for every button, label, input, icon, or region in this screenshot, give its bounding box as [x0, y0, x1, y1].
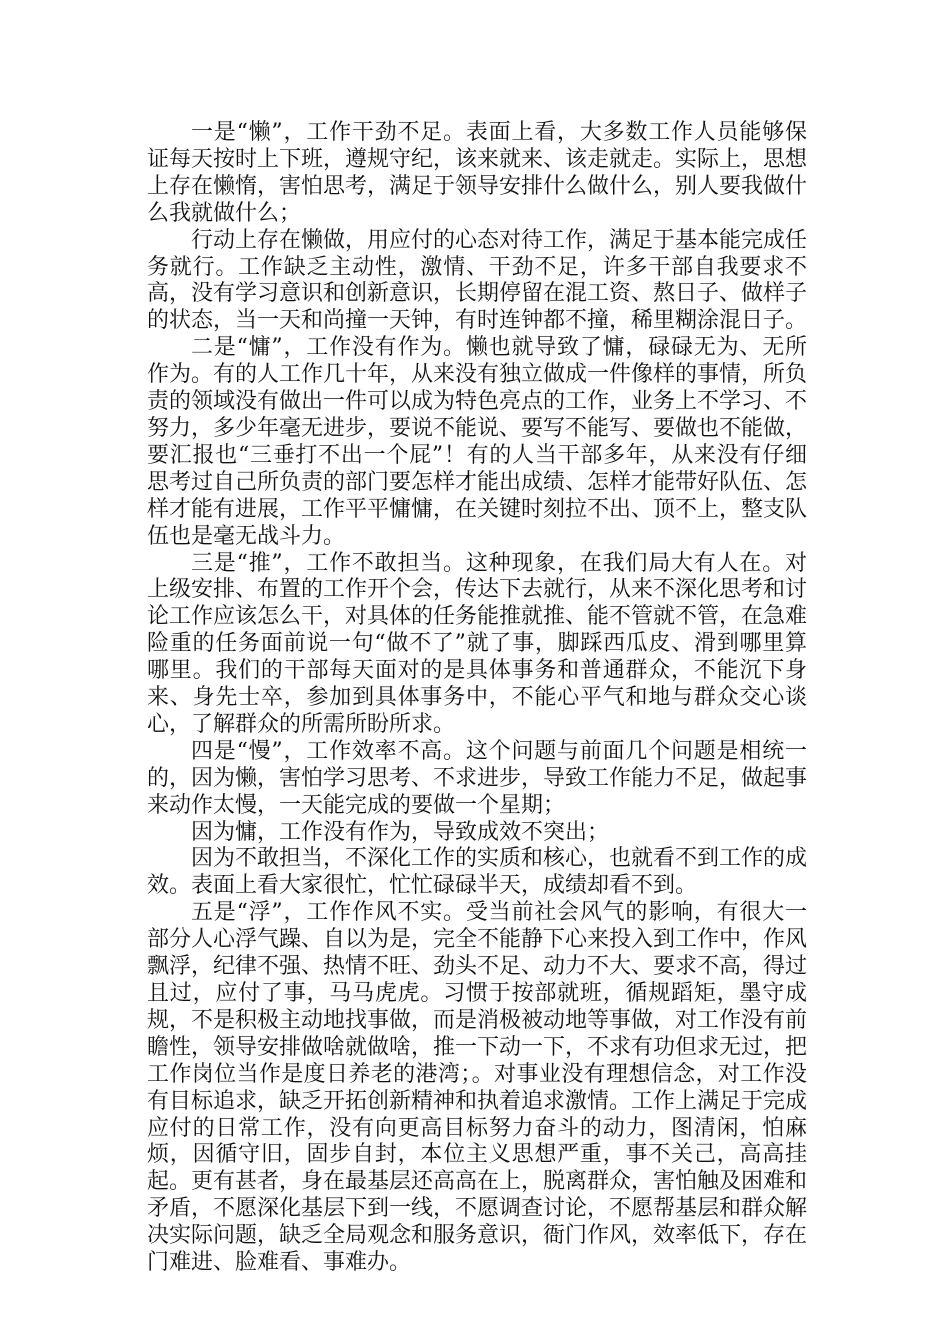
paragraph-3: 二是“慵”，工作没有作为。懒也就导致了慵，碌碌无为、无所作为。有的人工作几十年，从来没有独立做成一件像样的事情，所负责的领域没有做出一件可以成为特色亮点的工作，业务上不学习、不努力，多少年毫无进步，要说不能说、要写不能写、要做也不能做，要汇报也“三垂打不出一个屁”！有的人当干部多年，从来没有仔细思考过自己所负责的部门要怎样才能出成绩、怎样才能带好队伍、怎样才能有进展，工作平平慵慵，在关键时刻拉不出、顶不上，整支队伍也是毫无战斗力。 — [147, 335, 808, 549]
paragraph-6: 因为慵，工作没有作为，导致成效不突出； — [191, 819, 610, 845]
paragraph-8: 五是“浮”，工作作风不实。受当前社会风气的影响，有很大一部分人心浮气躁、自以为是，完全不能静下心来投入到工作中，作风飘浮，纪律不强、热情不旺、劲头不足、动力不大、要求不高，得过且过，应付了事，马马虎虎。习惯于按部就班，循规蹈矩，墨守成规，不是积极主动地找事做，而是消极被动地等事做，对工作没有前瞻性，领导安排做啥就做啥，推一下动一下，不求有功但求无过，把工作岗位当作是度日养老的港湾；。对事业没有理想信念，对工作没有目标追求，缺乏开拓创新精神和执着追求激情。工作上满足于完成应付的日常工作，没有向更高目标努力奋斗的动力，图清闲，怕麻烦，因循守旧，固步自封，本位主义思想严重，事不关己，高高挂起。更有甚者，身在最基层还高高在上，脱离群众，害怕触及困难和矛盾，不愿深化基层下到一线，不愿调查讨论，不愿帮基层和群众解决实际问题，缺乏全局观念和服务意识，衙门作风，效率低下，存在门难进、脸难看、事难办。 — [147, 900, 808, 1276]
paragraph-5: 四是“慢”，工作效率不高。这个问题与前面几个问题是相统一的，因为懒，害怕学习思考、不求进步，导致工作能力不足，做起事来动作太慢，一天能完成的要做一个星期； — [147, 738, 808, 818]
paragraph-7: 因为不敢担当，不深化工作的实质和核心，也就看不到工作的成效。表面上看大家很忙，忙忙碌碌半天，成绩却看不到。 — [147, 846, 808, 899]
paragraph-1: 一是“懒”，工作干劲不足。表面上看，大多数工作人员能够保证每天按时上下班，遵规守纪，该来就来、该走就走。实际上，思想上存在懒惰，害怕思考，满足于领导安排什么做什么，别人要我做什么我就做什么； — [147, 120, 808, 226]
paragraph-2: 行动上存在懒做，用应付的心态对待工作，满足于基本能完成任务就行。工作缺乏主动性，激情、干劲不足，许多干部自我要求不高，没有学习意识和创新意识，长期停留在混工资、熬日子、做样子的状态，当一天和尚撞一天钟，有时连钟都不撞，稀里糊涂混日子。 — [147, 227, 808, 334]
document-body — [147, 120, 807, 1277]
paragraph-4: 三是“推”，工作不敢担当。这种现象，在我们局大有人在。对上级安排、布置的工作开个会，传达下去就行，从来不深化思考和讨论工作应该怎么干，对具体的任务能推就推、能不管就不管，在急难险重的任务面前说一句“做不了”就了事，脚踩西瓜皮、滑到哪里算哪里。我们的干部每天面对的是具体事务和普通群众，不能沉下身来、身先士卒，参加到具体事务中，不能心平气和地与群众交心谈心，了解群众的所需所盼所求。 — [147, 550, 808, 737]
